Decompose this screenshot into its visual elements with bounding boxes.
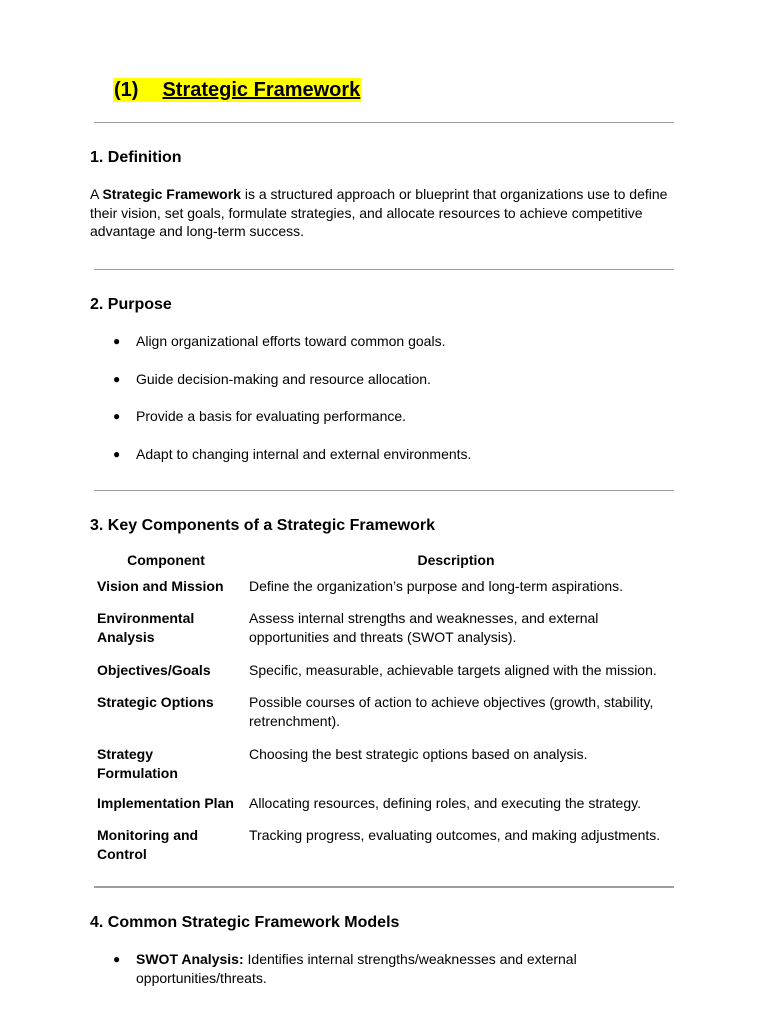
table-header-row	[90, 548, 670, 577]
title-text: Strategic Framework	[162, 79, 361, 101]
definition-paragraph	[90, 185, 670, 241]
bullet-icon: ●	[113, 409, 121, 423]
section-heading-models: 4. Common Strategic Framework Models	[90, 914, 400, 931]
component-cell: Objectives/Goals	[97, 662, 211, 678]
components-table	[90, 548, 670, 866]
definition-lead: A	[90, 186, 103, 202]
bullet-icon: ●	[113, 371, 121, 386]
table-row	[90, 794, 670, 826]
component-cell: Monitoring and Control	[97, 827, 199, 862]
description-cell: Choosing the best strategic options based on analysis.	[249, 746, 588, 762]
list-item-text: Align organizational efforts toward common goals.	[136, 333, 446, 349]
model-text: Identifies internal strengths/weaknesses and external opportunities/threats.	[136, 951, 577, 986]
component-cell: Strategy Formulation	[97, 746, 178, 781]
description-cell: Tracking progress, evaluating outcomes, and making adjustments.	[249, 827, 661, 843]
description-cell: Define the organization’s purpose and long-term aspirations.	[249, 578, 624, 594]
description-cell: Possible courses of action to achieve objectives (growth, stability, retrenchment).	[249, 694, 654, 729]
component-cell: Vision and Mission	[97, 578, 224, 594]
table-row	[90, 693, 670, 745]
list-item	[113, 445, 673, 483]
bullet-icon: ●	[113, 334, 121, 348]
description-cell: Assess internal strengths and weaknesses, and external opportunities and threats (SWOT analysis).	[249, 610, 599, 645]
divider	[94, 269, 674, 270]
title-number: (1)	[114, 79, 139, 101]
bullet-icon: ●	[113, 952, 121, 966]
column-header-description: Description	[417, 552, 495, 568]
document-title	[113, 78, 361, 102]
divider	[94, 490, 674, 491]
bullet-icon: ●	[113, 446, 121, 461]
definition-body: is a structured approach or blueprint that organizations use to define their vision, set goals, formulate strategies, and allocate resources to achieve competitive advantage and long-term success.	[90, 186, 668, 240]
list-item-text: Provide a basis for evaluating performance.	[136, 408, 407, 424]
section-heading-definition: 1. Definition	[90, 149, 182, 166]
definition-term: Strategic Framework	[102, 186, 241, 202]
column-header-component: Component	[127, 552, 205, 568]
component-cell: Environmental Analysis	[97, 610, 195, 645]
models-list	[113, 950, 673, 987]
component-cell: Implementation Plan	[97, 795, 234, 811]
purpose-list	[113, 332, 673, 482]
list-item-text: Guide decision-making and resource allocation.	[136, 370, 431, 387]
list-item	[113, 370, 673, 408]
description-cell: Specific, measurable, achievable targets aligned with the mission.	[249, 662, 657, 678]
table-row	[90, 577, 670, 609]
divider	[94, 886, 674, 888]
table-row	[90, 609, 670, 661]
list-item	[113, 407, 673, 445]
divider	[94, 122, 674, 123]
table-row	[90, 826, 670, 866]
component-cell: Strategic Options	[97, 694, 214, 710]
section-heading-components: 3. Key Components of a Strategic Framework	[90, 517, 435, 534]
table-row	[90, 661, 670, 693]
list-item-text: Adapt to changing internal and external environments.	[136, 445, 472, 462]
model-term: SWOT Analysis:	[136, 951, 244, 967]
list-item	[113, 950, 673, 987]
list-item	[113, 332, 673, 370]
table-row	[90, 745, 670, 794]
description-cell: Allocating resources, defining roles, and executing the strategy.	[249, 795, 641, 811]
section-heading-purpose: 2. Purpose	[90, 296, 172, 313]
